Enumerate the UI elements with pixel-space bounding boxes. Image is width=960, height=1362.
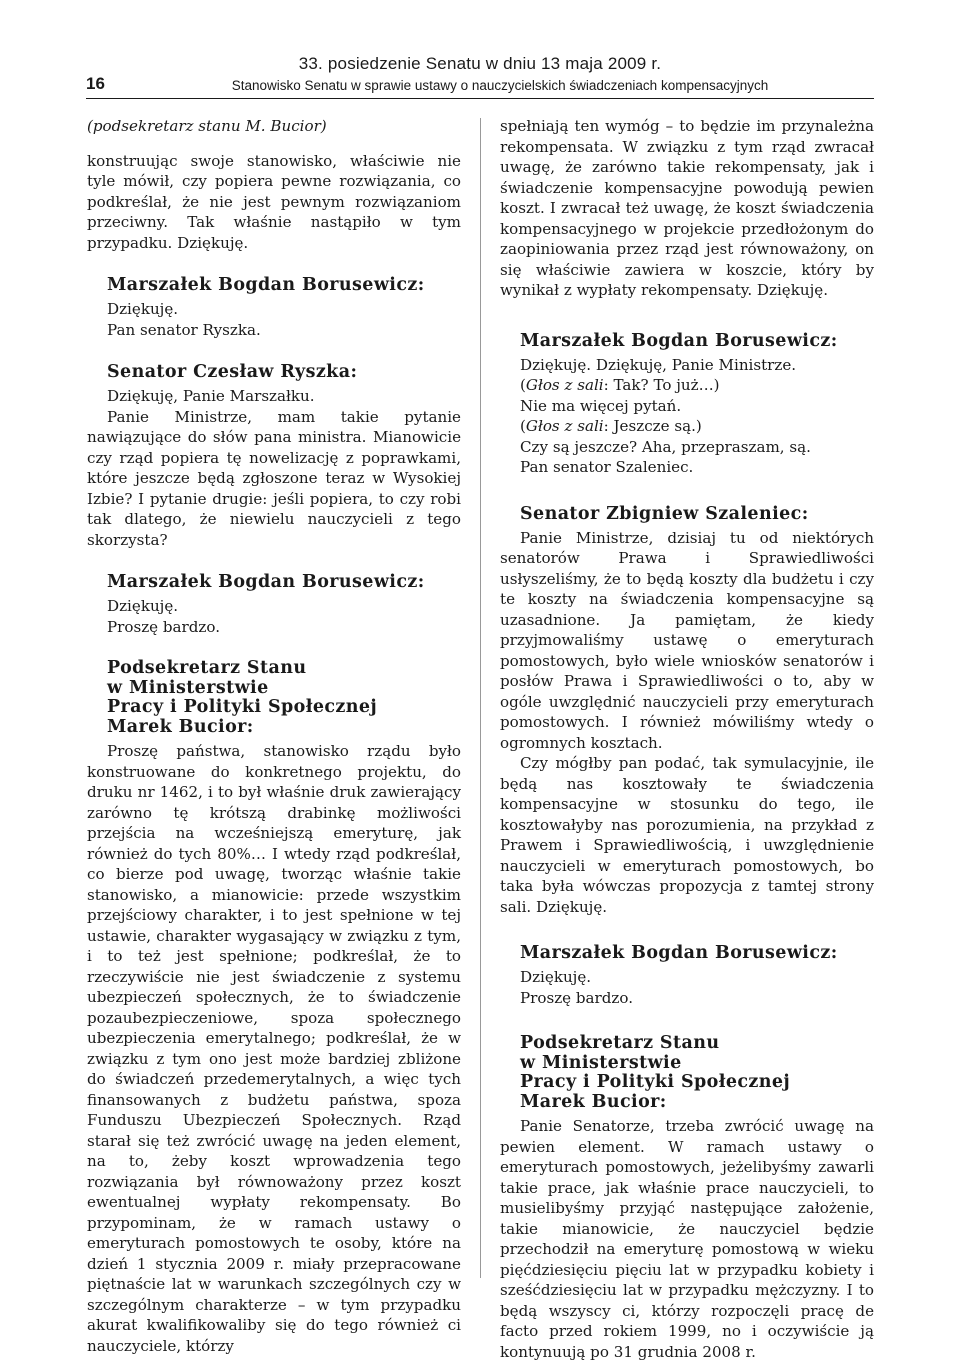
utterance-line: Pan senator Szaleniec. bbox=[520, 458, 694, 476]
speaker-title-line: w Ministerstwie bbox=[520, 1052, 682, 1073]
utterance-line: Proszę bardzo. bbox=[520, 988, 633, 1007]
speaker-title-line: Pracy i Polityki Społecznej bbox=[520, 1072, 791, 1092]
interjection-text: : Tak? To już…) bbox=[603, 376, 720, 394]
paragraph: Panie Ministrze, mam takie pytanie nawiązujące do słów pana ministra. Mianowicie czy rząd popiera tę nowelizację z poprawkami, które jeszcze będą zgłoszone teraz w Wysokiej Izbie? I pytanie drugie: jeśli popiera, to czy robi tak dlatego, że niewielu nauczycieli z tego skorzysta? bbox=[87, 407, 461, 549]
paragraph: konstruując swoje stanowisko, właściwie nie tyle mówił, czy popiera pewne rozwiązania, co podkreślał, że nie jest pewnym rozwiązaniom przeciwny. Tak właśnie nastąpiło w tym przypadku. Dziękuję. bbox=[87, 151, 461, 252]
column-divider bbox=[480, 118, 481, 1278]
voice-from-floor: Głos z sali bbox=[525, 376, 604, 394]
interjection-line bbox=[500, 375, 874, 396]
paragraph: Proszę państwa, stanowisko rządu było konstruowane do konkretnego projektu, do druku nr 1462, i to był właśnie druk zawierający zarówno tę krótszą drabinkę możliwości przejścia na wcześniejszą emeryturę, jak również do tych 80%… I wtedy rząd podkreślał, co bierze pod uwagę, tworząc właśnie takie stanowisko, a mianowicie: przede wszystkim przejściowy charakter, i to jest spełnione w tej ustawie, charakter wygasający w związku z tym, i to też jest spełnione; podkreślał, że to rzeczywiście nie jest świadczenie z systemu ubezpieczeń społecznych, że to świadczenie pozaubezpieczeniowe, spoza społecznego ubezpieczenia emerytalnego; podkreślał, że w związku z tym ono jest może bardziej zbliżone do świadczeń przedemerytalnych, a więc tych finansowanych z budżetu państwa, spoza Funduszu Ubezpieczeń Społecznych. Rząd starał się też zwrócić uwagę na jeden element, na to, żeby koszt wprowadzenia tego rozwiązania był równoważony przez koszt ewentualnej wypłaty rekompensaty. Bo przypominam, że w ramach ustawy o emeryturach pomostowych te osoby, które na dzień 1 stycznia 2009 r. miały przepracowane piętnaście lat w warunkach szczególnych czy w szczególnym charakterze – w tym przypadku akurat kwalifikowaliby się do tego również ci nauczyciele, którzy bbox=[87, 742, 461, 1355]
header-rule bbox=[86, 98, 874, 99]
speaker-heading: Marszałek Bogdan Borusewicz: bbox=[107, 572, 425, 592]
voice-from-floor: Głos z sali bbox=[525, 417, 604, 435]
interjection-line bbox=[500, 416, 874, 437]
speaker-title-line: w Ministerstwie bbox=[107, 677, 269, 698]
speaker-heading: Marszałek Bogdan Borusewicz: bbox=[107, 275, 425, 295]
left-column bbox=[87, 116, 461, 1356]
paragraph: Panie Ministrze, dzisiaj tu od niektórych senatorów Prawa i Sprawiedliwości usłyszeliśmy, że to będą koszty dla budżetu i czy te koszty na świadczenia kompensacyjne są uzasadnione. Ja pamiętam, że kiedy przyjmowaliśmy ustawę o emeryturach pomostowych, było wiele wniosków senatorów i posłów Prawa i Sprawiedliwości o to, aby w ogóle uwzględnić nauczycieli przy emeryturach pomostowych. I również mówiliśmy wtedy o ogromnych kosztach. bbox=[500, 528, 874, 752]
utterance-line: Nie ma więcej pytań. bbox=[520, 396, 682, 415]
page-number: 16 bbox=[86, 74, 105, 93]
speaker-heading bbox=[520, 1034, 874, 1112]
right-column bbox=[500, 116, 874, 1362]
speaker-heading: Marszałek Bogdan Borusewicz: bbox=[520, 943, 838, 963]
utterance-line: Dziękuję. bbox=[107, 597, 179, 615]
utterance-line: Pan senator Ryszka. bbox=[107, 320, 261, 339]
section-title: Stanowisko Senatu w sprawie ustawy o nauczycielskich świadczeniach kompensacyjnych bbox=[231, 78, 769, 93]
speaker-heading: Senator Zbigniew Szaleniec: bbox=[520, 503, 809, 524]
speaker-title-line: Podsekretarz Stanu bbox=[107, 658, 307, 678]
utterance-line: Dziękuję. bbox=[520, 968, 592, 986]
speaker-title-line: Pracy i Polityki Społecznej bbox=[107, 697, 378, 717]
paren: ( bbox=[520, 376, 526, 394]
session-title: 33. posiedzenie Senatu w dniu 13 maja 2009 r. bbox=[298, 54, 662, 73]
paragraph: Panie Senatorze, trzeba zwrócić uwagę na pewien element. W ramach ustawy o emeryturach pomostowych, jeżelibyśmy zawarli takie prace, jak właśnie prace nauczycieli, to musielibyśmy przyjąć następujące założenie, takie mianowicie, że nauczyciel będzie przechodził na emeryturę pomostową w wieku pięćdziesięciu pięciu lat w przypadku kobiety i sześćdziesięciu lat w przypadku mężczyzny. I to będą wszyscy ci, którzy rozpoczęli pracę de facto przed rokiem 1999, no i oczywiście ją kontynuują po 31 grudnia 2008 r. bbox=[500, 1117, 874, 1361]
interjection-text: : Jeszcze są.) bbox=[603, 417, 702, 435]
paren: ( bbox=[520, 417, 526, 435]
utterance-line: Dziękuję. Dziękuję, Panie Ministrze. bbox=[520, 355, 797, 374]
utterance-line: Dziękuję. bbox=[107, 300, 179, 318]
speaker-heading: Marszałek Bogdan Borusewicz: bbox=[520, 330, 838, 351]
speaker-title-line: Podsekretarz Stanu bbox=[520, 1033, 720, 1053]
utterance-line: Dziękuję, Panie Marszałku. bbox=[107, 387, 315, 405]
utterance-line: Czy są jeszcze? Aha, przepraszam, są. bbox=[520, 437, 811, 456]
speaker-name-line: Marek Bucior: bbox=[107, 716, 254, 737]
page-header bbox=[86, 50, 874, 100]
speaker-name-line: Marek Bucior: bbox=[520, 1091, 667, 1112]
speaker-heading: Senator Czesław Ryszka: bbox=[107, 362, 358, 382]
paragraph: Czy mógłby pan podać, tak symulacyjnie, ile będą nas kosztowały te świadczenia kompensacyjne w stosunku do tego, ile kosztowałyby nas porozumienia, na przykład z Prawem i Sprawiedliwością, i uwzględnienie nauczycieli w emeryturach pomostowych, bo taka była wówczas propozycja z tamtej strony sali. Dziękuję. bbox=[500, 754, 874, 916]
utterance-line: Proszę bardzo. bbox=[107, 617, 220, 636]
paragraph: spełniają ten wymóg – to będzie im przynależna rekompensata. W związku z tym rząd zwracał uwagę, że zarówno takie rekompensaty, jak i świadczenie kompensacyjne powodują pewien koszt. I zwracał też uwagę, że koszt świadczenia kompensacyjnego w projekcie przedłożonym do zaopiniowania przez rząd jest równoważony, on się właściwie zawiera w koszcie, który by wynikał z wypłaty rekompensaty. Dziękuję. bbox=[500, 117, 874, 299]
speaker-heading bbox=[107, 659, 461, 737]
speaker-continuation-tag: (podsekretarz stanu M. Bucior) bbox=[87, 117, 327, 135]
